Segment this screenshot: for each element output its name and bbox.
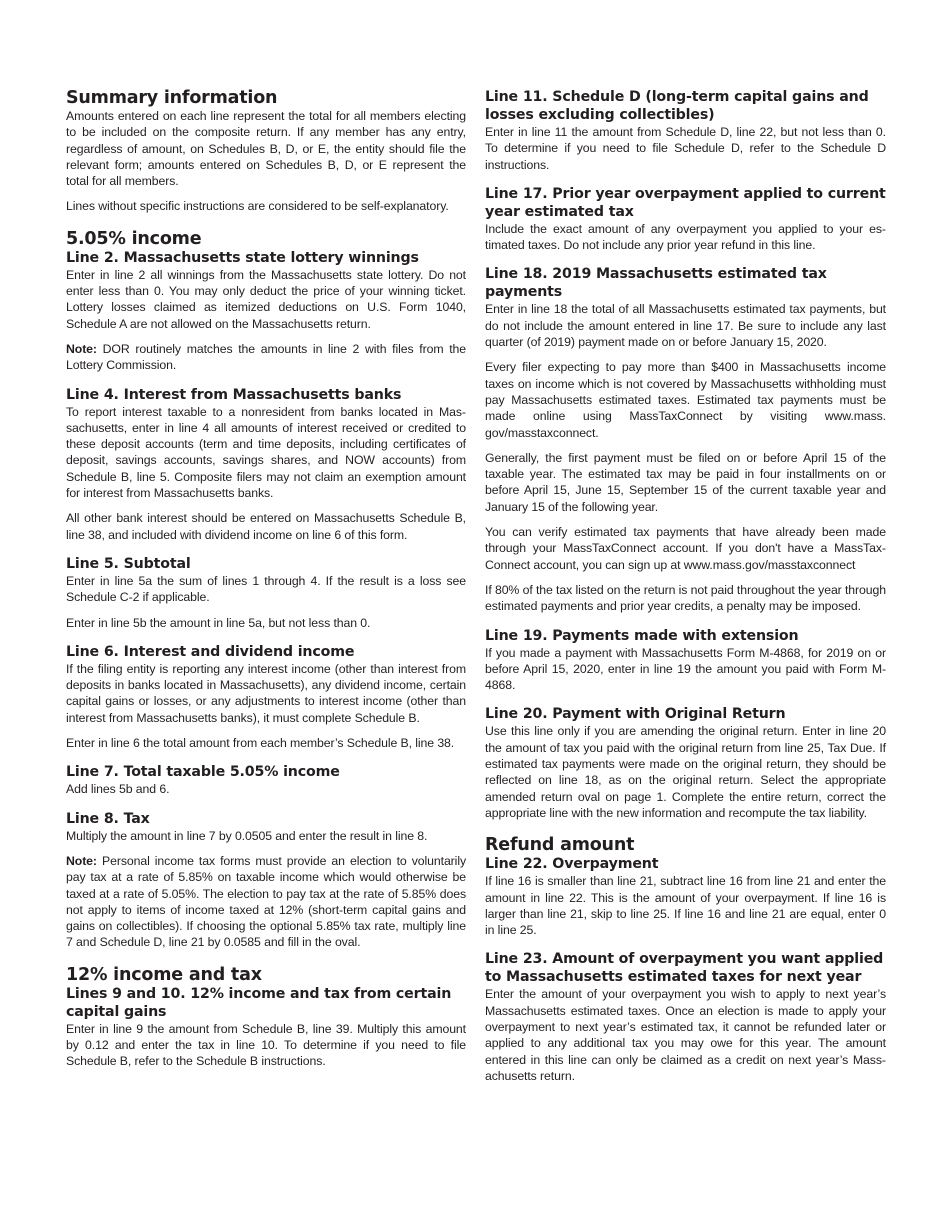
line-22-heading: Line 22. Overpayment (485, 856, 659, 873)
line-18-paragraph-2: Every filer expecting to pay more than $400 in Massachusetts income taxes on income which is not covered by Massachusetts withholding must pay Massachusetts estimated taxes. Estimated tax payments must be made online using MassTaxConnect by visiting www.mass. gov/masstaxconnect. (485, 360, 886, 440)
line-22-paragraph: If line 16 is smaller than line 21, subtract line 16 from line 21 and enter the amount in line 22. This is the amount of your overpayment. If line 16 is larger than line 21, skip to line 25. If line 16 and line 21 are equal, enter 0 in line 25. (485, 874, 886, 938)
line-17-paragraph: Include the exact amount of any overpayment you applied to your estimated taxes. Do not include any prior year refund in this line. (485, 221, 886, 253)
lines-9-10-heading: Lines 9 and 10. 12% income and tax from certain capital gains (66, 985, 452, 1020)
summary-note-paragraph: Lines without specific instructions are considered to be self-explanatory. (66, 199, 449, 214)
right-column (485, 88, 886, 1084)
line-23-paragraph: Enter the amount of your overpayment you wish to apply to next year’s Massachusetts estimated taxes. Once an election is made to apply your overpayment to next year’s estimated tax, it cannot be refunded later or applied to any additional tax you may owe for this year. The amount entered in this line can only be claimed as a credit on next year’s Massachusetts return. (485, 987, 886, 1083)
line-6-paragraph: If the filing entity is reporting any interest income (other than interest from deposits in banks located in Massachusetts), any dividend income, certain capital gains or losses, or any adjustments to interest income (other than interest from Massachusetts banks), it must complete Schedule B. (66, 661, 466, 725)
line-8-note (66, 853, 466, 951)
line-20-heading: Line 20. Payment with Original Return (485, 706, 786, 723)
line-23-heading: Line 23. Amount of overpayment you want applied to Massachusetts estimated taxes for next year (485, 951, 884, 986)
line-5-heading: Line 5. Subtotal (66, 555, 191, 572)
note-label: Note: (66, 853, 97, 868)
summary-heading: Summary information (66, 88, 278, 108)
line-7-paragraph: Add lines 5b and 6. (66, 782, 170, 797)
line-19-heading: Line 19. Payments made with extension (485, 627, 799, 644)
note-label: Note: (66, 341, 97, 356)
note-text: Personal income tax forms must provide an election to voluntarily pay tax at a rate of 5.85% on taxable income which would otherwise be taxed at a rate of 5.05%. The election to pay tax at the rate of 5.85% does not apply to items of income taxed at 12% (short-term capital gains and gains on collectibles). If choosing the optional 5.85% tax rate, multiply line 7 and Schedule D, line 21 by 0.0585 and fill in the oval. (66, 853, 466, 950)
line-7-heading: Line 7. Total taxable 5.05% income (66, 764, 340, 781)
line-11-paragraph: Enter in line 11 the amount from Schedule D, line 22, but not less than 0. To determine if you need to file Schedule D, refer to the Schedule D instructions. (485, 125, 886, 172)
line-4-paragraph: To report interest taxable to a nonresident from banks located in Massachusetts, enter in line 4 all amounts of interest received or credited to these deposit accounts (term and time deposits, including certificates of deposit, savings accounts, savings shares, and NOW accounts) from Schedule B, line 5. Composite filers may not claim an exemption amount for interest from Massachusetts banks. (66, 404, 466, 501)
income-505-heading: 5.05% income (66, 228, 202, 249)
line-18-paragraph-5: If 80% of the tax listed on the return is not paid throughout the year through estimated payments and prior year credits, a penalty may be imposed. (485, 582, 886, 614)
line-8-paragraph: Multiply the amount in line 7 by 0.0505 and enter the result in line 8. (66, 828, 428, 843)
note-text: DOR routinely matches the amounts in line 2 with files from the Lottery Commission. (66, 341, 466, 373)
line-18-heading: Line 18. 2019 Massachusetts estimated tax payments (485, 266, 827, 301)
line-5-paragraph: Enter in line 5a the sum of lines 1 through 4. If the result is a loss see Schedule C-2 if applicable. (66, 573, 466, 605)
line-4-paragraph-2: All other bank interest should be entered on Massachusetts Schedule B, line 38, and included with dividend income on line 6 of this form. (66, 511, 466, 542)
line-18-paragraph-4: You can verify estimated tax payments that have already been made through your MassTaxConnect account. If you don't have a MassTaxConnect account, you can sign up at www.mass.gov/masstaxconnect (485, 525, 886, 572)
income-12-heading: 12% income and tax (66, 964, 262, 985)
line-2-paragraph: Enter in line 2 all winnings from the Massachusetts state lottery. Do not enter less than 0. You may only deduct the price of your winning ticket. Lottery losses claimed as itemized deductions on U.S. Form 1040, Schedule A are not allowed on the Massachusetts return. (66, 267, 466, 331)
line-18-paragraph: Enter in line 18 the total of all Massachusetts estimated tax payments, but do not include the amount entered in line 17. Be sure to include any last quarter (of 2019) payment made on or before January 15, 2020. (485, 302, 886, 350)
line-19-paragraph: If you made a payment with Massachusetts Form M-4868, for 2019 on or before April 15, 2020, enter in line 19 the amount you paid with Form M-4868. (485, 645, 886, 693)
line-11-heading: Line 11. Schedule D (long-term capital gains and losses excluding collectibles) (485, 89, 869, 123)
line-6-paragraph-2: Enter in line 6 the total amount from each member’s Schedule B, line 38. (66, 736, 455, 751)
instructions-page (66, 88, 886, 1084)
summary-paragraph: Amounts entered on each line represent the total for all members electing to be included on the composite return. If any member has any entry, regardless of amount, on Schedules B, D, or E, the entity should file the relevant form; amounts entered on Schedules B, D, or E represent the total for all members. (66, 109, 466, 189)
line-5-paragraph-2: Enter in line 5b the amount in line 5a, but not less than 0. (66, 615, 371, 630)
line-17-heading: Line 17. Prior year overpayment applied to current year estimated tax (485, 185, 886, 220)
left-column (66, 88, 466, 1084)
line-8-heading: Line 8. Tax (66, 810, 150, 827)
lines-9-10-paragraph: Enter in line 9 the amount from Schedule B, line 39. Multiply this amount by 0.12 and enter the tax in line 10. To determine if you need to file Schedule B, refer to the Schedule B instructions. (66, 1021, 466, 1069)
line-20-paragraph: Use this line only if you are amending the original return. Enter in line 20 the amount of tax you paid with the original return from line 25, Tax Due. If estimated tax payments were made on the original return, they should be reflected on line 18, as on the original return. Select the appropriate amended return oval on page 1. Complete the entire return, correct the appropriate line with the new information and recompute the tax liability. (485, 724, 886, 820)
line-18-paragraph-3: Generally, the first payment must be filed on or before April 15 of the taxable year. The estimated tax may be paid in four installments on or before April 15, June 15, September 15 of the current taxable year and January 15 of the following year. (485, 450, 886, 514)
line-4-heading: Line 4. Interest from Massachusetts banks (66, 386, 402, 403)
line-6-heading: Line 6. Interest and dividend income (66, 643, 355, 660)
line-2-note (66, 341, 466, 374)
refund-heading: Refund amount (485, 835, 635, 856)
line-2-heading: Line 2. Massachusetts state lottery winnings (66, 249, 419, 266)
